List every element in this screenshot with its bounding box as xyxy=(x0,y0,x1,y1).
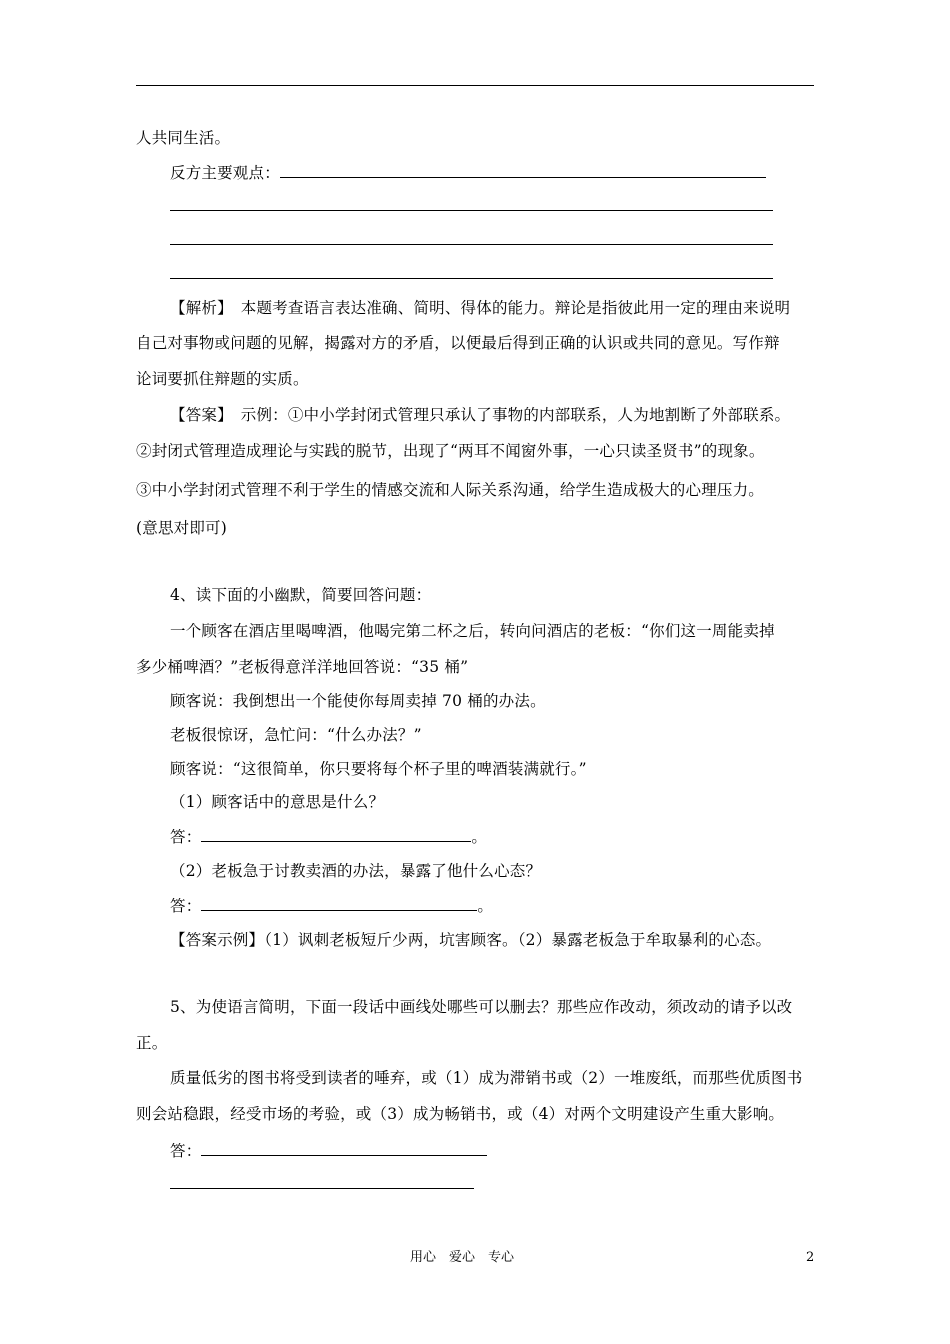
answer-blank[interactable] xyxy=(201,826,471,842)
answer-rule[interactable] xyxy=(170,1188,474,1189)
answer-blank[interactable] xyxy=(201,895,477,911)
period: 。 xyxy=(477,897,494,915)
answer-line: 【答案】 示例：①中小学封闭式管理只承认了事物的内部联系，人为地割断了外部联系。 xyxy=(170,406,791,424)
answer-line xyxy=(170,826,487,847)
text-line: 人共同生活。 xyxy=(136,129,231,147)
answer-blank[interactable] xyxy=(201,1140,487,1156)
sub-question: （1）顾客话中的意思是什么？ xyxy=(170,793,385,811)
answer-rule[interactable] xyxy=(170,210,773,211)
opposing-view-label: 反方主要观点： xyxy=(170,164,280,182)
answer-line: ③中小学封闭式管理不利于学生的情感交流和人际关系沟通，给学生造成极大的心理压力。 xyxy=(136,481,765,499)
question-title: 5、为使语言简明，下面一段话中画线处哪些可以删去？那些应作改动，须改动的请予以改 xyxy=(170,998,793,1016)
page-number: 2 xyxy=(806,1250,815,1265)
analysis-line: 【解析】 本题考查语言表达准确、简明、得体的能力。辩论是指彼此用一定的理由来说明 xyxy=(170,299,791,317)
question-title: 正。 xyxy=(136,1034,168,1052)
analysis-line: 自己对事物或问题的见解，揭露对方的矛盾，以便最后得到正确的认识或共同的意见。写作辩 xyxy=(136,334,780,352)
story-line: 老板很惊讶，急忙问：“什么办法？” xyxy=(170,726,422,744)
story-line: 顾客说：我倒想出一个能使你每周卖掉 70 桶的办法。 xyxy=(170,692,546,710)
answer-line: ②封闭式管理造成理论与实践的脱节，出现了“两耳不闻窗外事，一心只读圣贤书”的现象。 xyxy=(136,442,765,460)
analysis-line: 论词要抓住辩题的实质。 xyxy=(136,370,309,388)
passage-line: 则会站稳跟，经受市场的考验，或（3）成为畅销书，或（4）对两个文明建设产生重大影响。 xyxy=(136,1105,785,1123)
question-title: 4、读下面的小幽默，简要回答问题： xyxy=(170,586,432,604)
story-line: 一个顾客在酒店里喝啤酒，他喝完第二杯之后，转向问酒店的老板：“你们这一周能卖掉 xyxy=(170,622,775,640)
answer-label: 答： xyxy=(170,828,202,846)
answer-label: 答： xyxy=(170,1142,202,1160)
answer-rule[interactable] xyxy=(170,244,773,245)
answer-line xyxy=(170,895,493,916)
answer-rule[interactable] xyxy=(170,278,773,279)
header-rule xyxy=(136,85,814,86)
story-line: 顾客说：“这很简单，你只要将每个杯子里的啤酒装满就行。” xyxy=(170,760,587,778)
answer-line xyxy=(170,1140,487,1161)
sample-answer: 【答案示例】（1）讽刺老板短斤少两，坑害顾客。（2）暴露老板急于牟取暴利的心态。 xyxy=(170,931,772,949)
period: 。 xyxy=(471,828,488,846)
footer-motto: 用心 爱心 专心 xyxy=(410,1250,515,1265)
passage-line: 质量低劣的图书将受到读者的唾弃，或（1）成为滞销书或（2）一堆废纸，而那些优质图书 xyxy=(170,1069,803,1087)
sub-question: （2）老板急于讨教卖酒的办法，暴露了他什么心态？ xyxy=(170,862,542,880)
story-line: 多少桶啤酒？”老板得意洋洋地回答说：“35 桶” xyxy=(136,658,469,676)
answer-note: (意思对即可) xyxy=(136,519,227,537)
answer-label: 答： xyxy=(170,897,202,915)
answer-blank[interactable] xyxy=(280,162,766,178)
opposing-view-label-line xyxy=(170,162,766,183)
